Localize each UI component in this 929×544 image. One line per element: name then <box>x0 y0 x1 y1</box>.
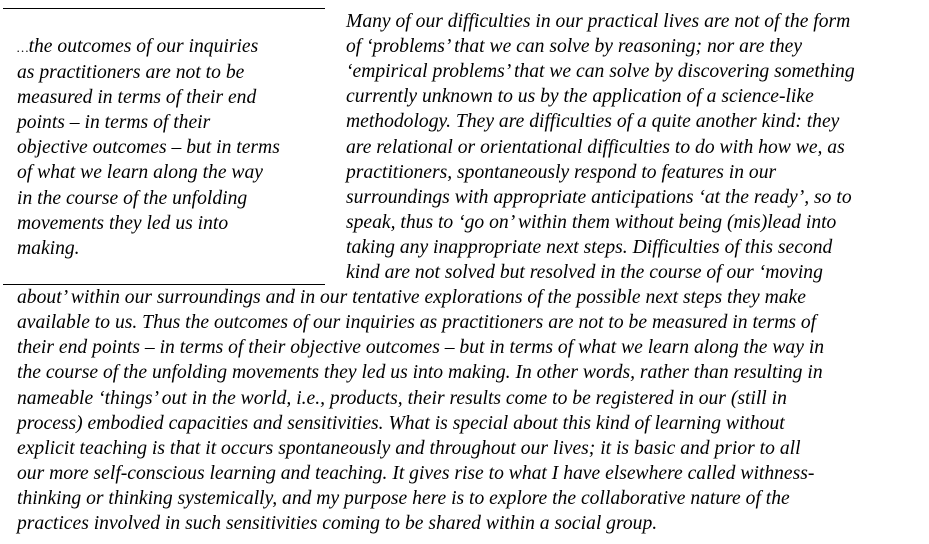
body-line: methodology. They are difficulties of a quite another kind: they <box>346 111 840 132</box>
body-line: are relational or orientational difficulties to do with how we, as <box>346 137 845 158</box>
pull-quote-line-5: objective outcomes – but in terms <box>17 137 280 159</box>
pull-quote-line-3: measured in terms of their end <box>17 87 257 109</box>
body-line: nameable ‘things’ out in the world, i.e., products, their results come to be registered in our (still in <box>17 388 787 409</box>
body-line: Many of our difficulties in our practical lives are not of the form <box>346 11 851 32</box>
pull-quote-line-9: making. <box>17 237 80 259</box>
body-line: about’ within our surroundings and in our tentative explorations of the possible next steps they make <box>17 287 806 308</box>
body-line: our more self-conscious learning and teaching. It gives rise to what I have elsewhere called withness- <box>17 463 815 484</box>
pull-quote <box>17 34 317 261</box>
body-line: ‘empirical problems’ that we can solve by discovering something <box>346 61 855 82</box>
pull-quote-line-7: in the course of the unfolding <box>17 187 248 209</box>
pull-quote-top-rule <box>3 8 325 9</box>
pull-quote-line-8: movements they led us into <box>17 212 229 234</box>
body-line: their end points – in terms of their objective outcomes – but in terms of what we learn along the way in <box>17 337 825 358</box>
pull-quote-line-6: of what we learn along the way <box>17 162 263 184</box>
body-line: process) embodied capacities and sensitivities. What is special about this kind of learning without <box>17 413 785 434</box>
pull-quote-line-1: …the outcomes of our inquiries <box>17 36 259 57</box>
body-line: surroundings with appropriate anticipations ‘at the ready’, so to <box>346 187 852 208</box>
body-line: thinking or thinking systemically, and my purpose here is to explore the collaborative nature of the <box>17 488 790 509</box>
body-line: currently unknown to us by the application of a science-like <box>346 86 814 107</box>
pull-quote-line-4: points – in terms of their <box>17 112 211 134</box>
body-line: available to us. Thus the outcomes of our inquiries as practitioners are not to be measured in terms of <box>17 312 817 333</box>
body-line: practices involved in such sensitivities coming to be shared within a social group. <box>17 513 658 534</box>
body-line: the course of the unfolding movements they led us into making. In other words, rather than resulting in <box>17 362 823 383</box>
body-line: speak, thus to ‘go on’ within them without being (mis)lead into <box>346 212 837 233</box>
body-line: practitioners, spontaneously respond to features in our <box>346 162 777 183</box>
pull-quote-line-2: as practitioners are not to be <box>17 62 245 84</box>
body-line: kind are not solved but resolved in the course of our ‘moving <box>346 262 823 283</box>
body-line: taking any inappropriate next steps. Difficulties of this second <box>346 237 833 258</box>
body-line: of ‘problems’ that we can solve by reasoning; nor are they <box>346 36 803 57</box>
body-line: explicit teaching is that it occurs spontaneously and throughout our lives; it is basic and prior to all <box>17 438 801 459</box>
pull-quote-ellipsis: … <box>17 40 29 55</box>
